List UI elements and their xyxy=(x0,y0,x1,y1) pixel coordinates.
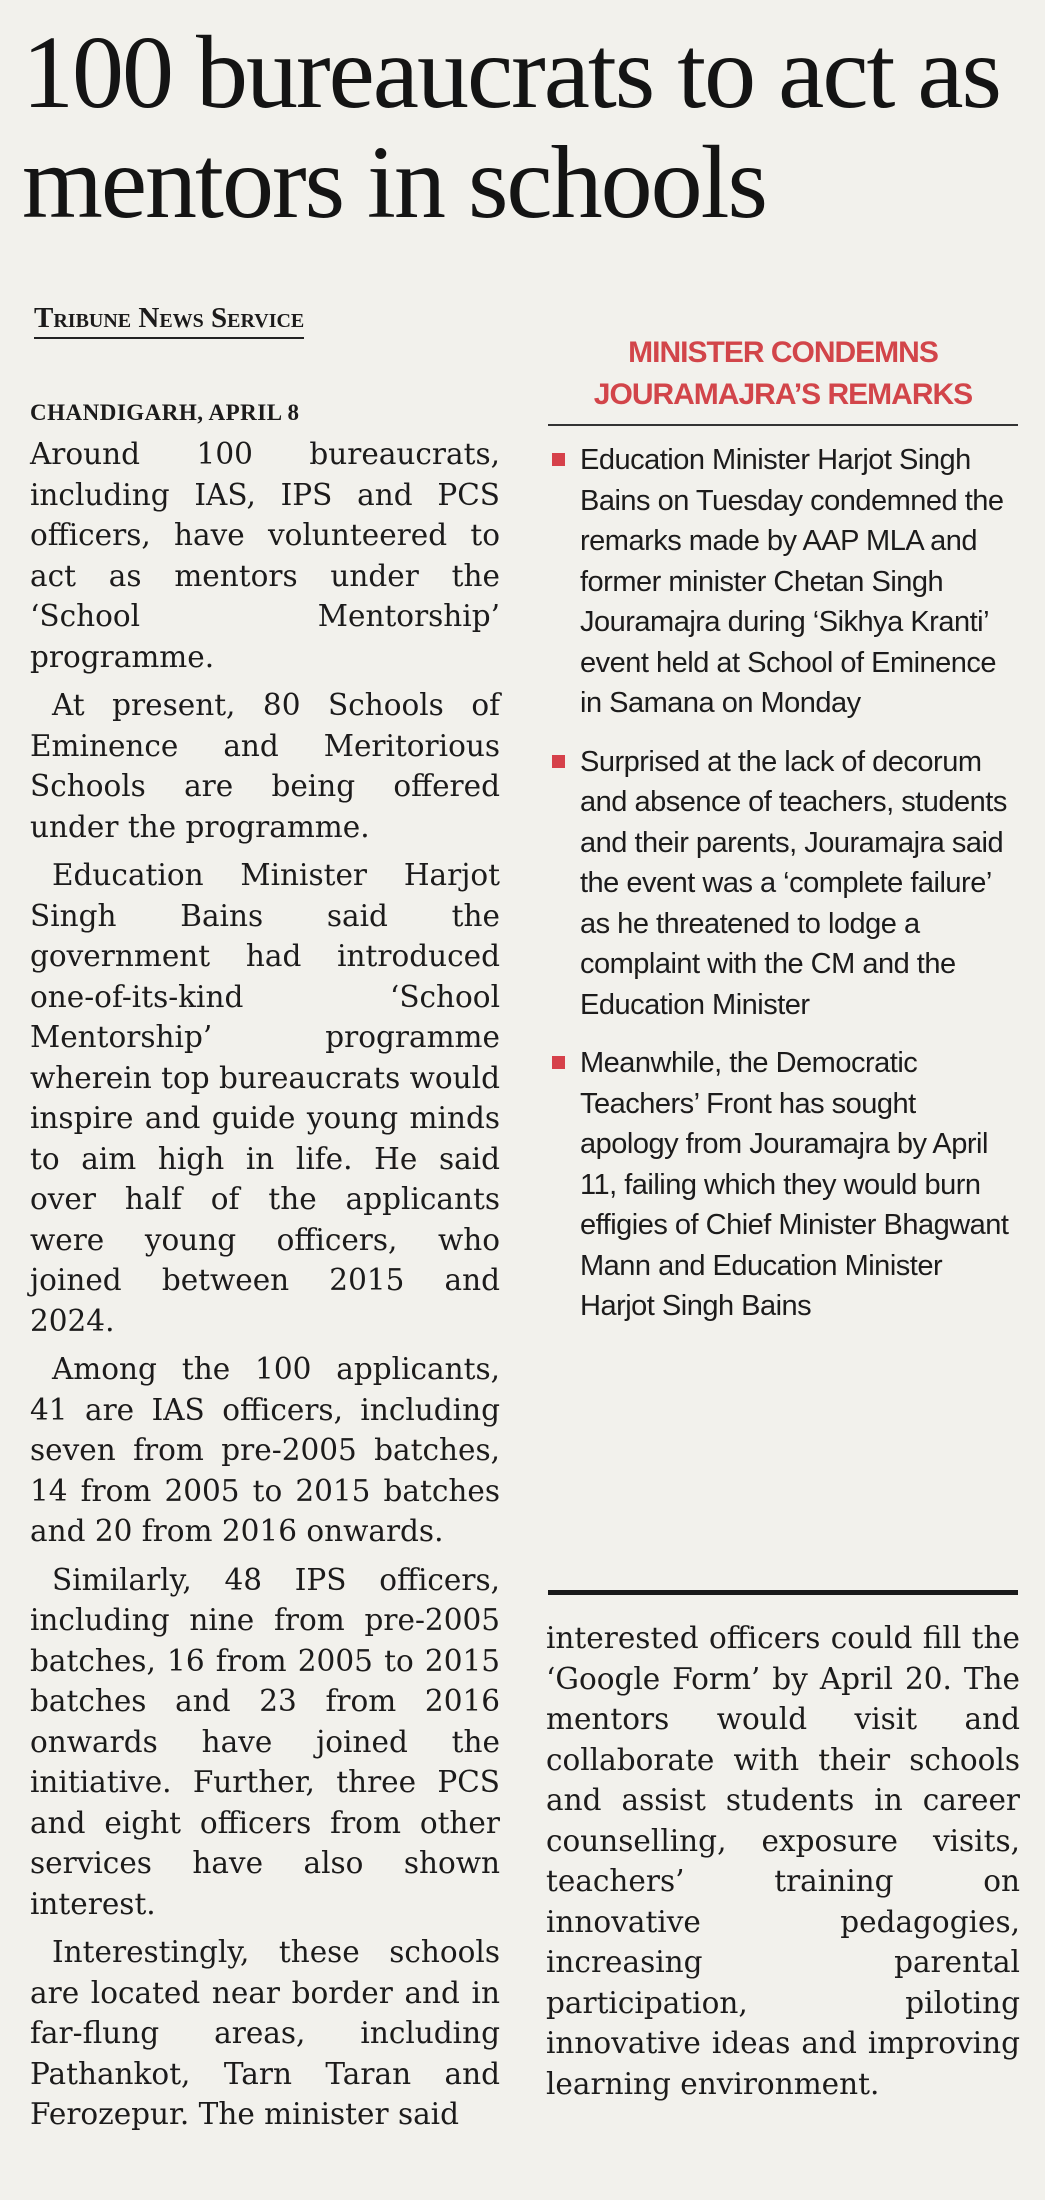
sidebar-bullet xyxy=(548,1043,1018,1327)
paragraph: interested officers could fill the ‘Google Form’ by April 20. The mentors would visit and collaborate with their schools and assist students in career counselling, exposure visits, teachers’ training on innovative pedagogies, increasing parental participation, piloting innovative ideas and improving learning environment. xyxy=(546,1621,1020,2101)
paragraph: Similarly, 48 IPS officers, including nine from pre-2005 batches, 16 from 2005 to 2015 batches and 23 from 2016 onwards have joined the initiative. Further, three PCS and eight officers from other services have also shown interest. xyxy=(30,1562,500,1921)
sidebar-bullet xyxy=(548,742,1018,1026)
paragraph: Interestingly, these schools are located near border and in far-flung areas, including Pathankot, Tarn Taran and Ferozepur. The minister said xyxy=(30,1935,500,2131)
square-bullet-icon xyxy=(552,1056,565,1069)
bullet-text: Education Minister Harjot Singh Bains on Tuesday condemned the remarks made by AAP MLA and former minister Chetan Singh Jouramajra during ‘Sikhya Kranti’ event held at School of Eminence in Samana on Monday xyxy=(580,444,1004,719)
paragraph: Among the 100 applicants, 41 are IAS officers, including seven from pre-2005 batches, 14 from 2005 to 2015 batches and 20 from 2016 onwards. xyxy=(30,1352,500,1548)
headline: 100 bureaucrats to act as mentors in schools xyxy=(22,15,1001,240)
sidebar-bottom-rule xyxy=(548,1590,1018,1595)
sidebar-title-line: MINISTER CONDEMNS xyxy=(628,336,938,369)
square-bullet-icon xyxy=(552,453,565,466)
bullet-text: Meanwhile, the Democratic Teachers’ Front has sought apology from Jouramajra by April 11, failing which they would burn effigies of Chief Minister Bhagwant Mann and Education Minister Harjot Singh Bains xyxy=(580,1047,1009,1322)
left-column xyxy=(30,398,500,2143)
sidebar-title xyxy=(548,332,1018,416)
sidebar-divider xyxy=(548,424,1018,426)
paragraph: Education Minister Harjot Singh Bains said the government had introduced one-of-its-kind ‘School Mentorship’ programme wherein top bureaucrats would inspire and guide young minds to aim high in life. He said over half of the applicants were young officers, who joined between 2015 and 2024. xyxy=(30,858,500,1338)
paragraph: Around 100 bureaucrats, including IAS, IPS and PCS officers, have volunteered to act as mentors under the ‘School Mentorship’ programme. xyxy=(30,437,500,674)
dateline: CHANDIGARH, APRIL 8 xyxy=(30,400,300,425)
square-bullet-icon xyxy=(552,755,565,768)
right-column xyxy=(546,1618,1020,2112)
bullet-text: Surprised at the lack of decorum and absence of teachers, students and their parents, Jouramajra said the event was a ‘complete failure’ as he threatened to lodge a complaint with the CM and the Education Minister xyxy=(580,745,1007,1021)
sidebar-title-line: JOURAMAJRA’S REMARKS xyxy=(593,378,973,411)
sidebar-box xyxy=(548,332,1018,1345)
byline: Tribune News Service xyxy=(34,302,304,339)
sidebar-bullet xyxy=(548,440,1018,724)
paragraph: At present, 80 Schools of Eminence and Meritorious Schools are being offered under the programme. xyxy=(30,688,500,844)
